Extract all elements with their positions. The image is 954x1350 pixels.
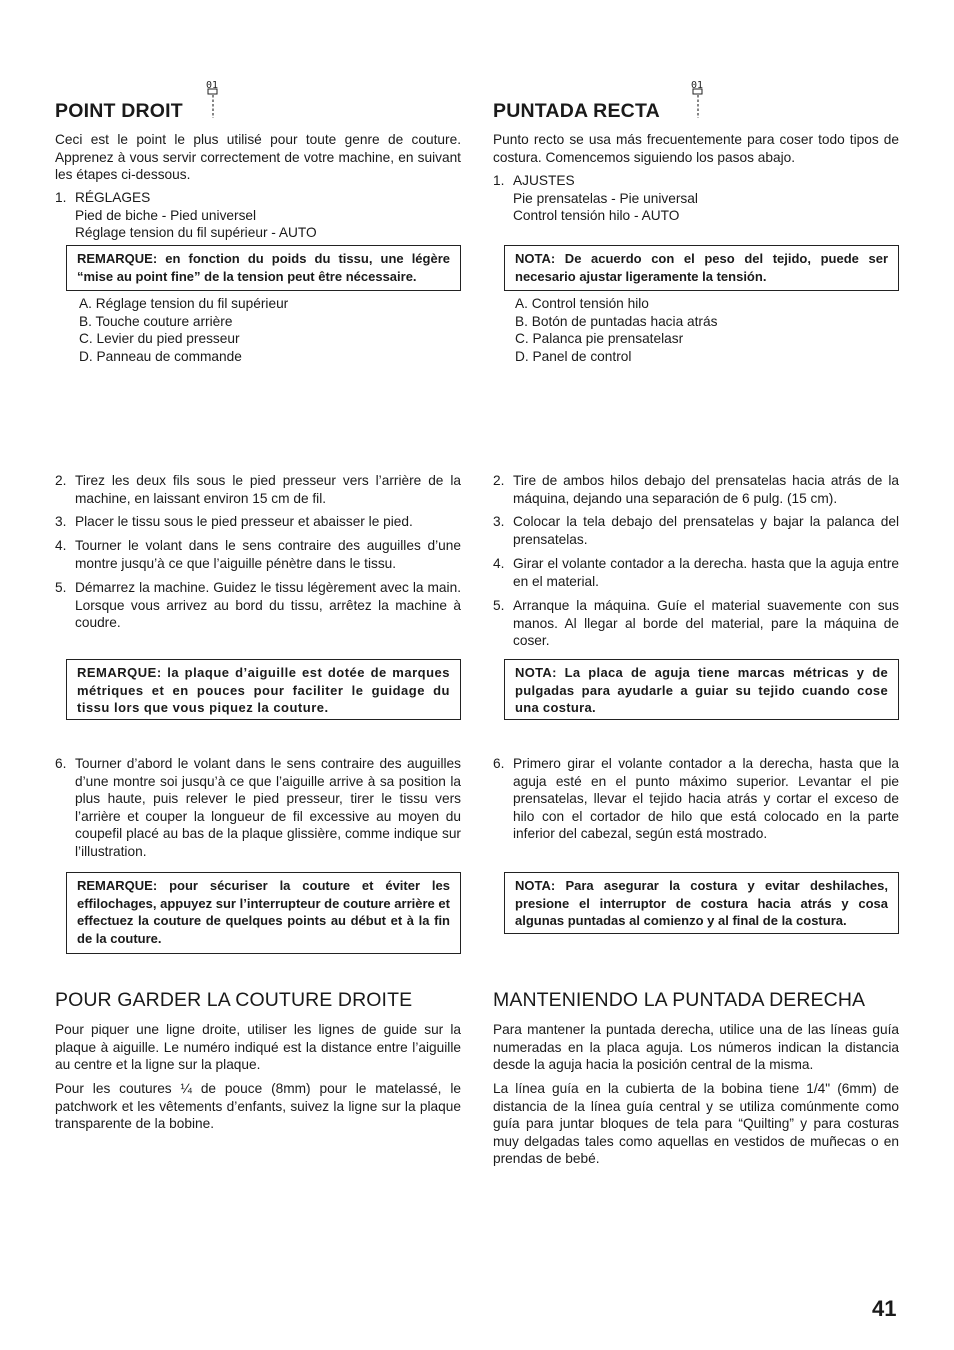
step-6 xyxy=(493,755,899,845)
guide-lines-paragraph: Pour piquer une ligne droite, utiliser les lignes de guide sur la plaque à aiguille. Le numéro indiqué est la distance entre l’aiguille au centre et la ligne sur la plaque. xyxy=(55,1022,461,1073)
section-title-puntada-recta: PUNTADA RECTA xyxy=(493,100,660,122)
step-number: 5. xyxy=(55,580,67,595)
step-text: Girar el volante contador a la derecha. hasta que la aguja entre en el material. xyxy=(513,556,899,589)
step-number: 3. xyxy=(493,514,505,529)
list-item: C. Palanca pie prensatelasr xyxy=(515,331,684,347)
step-3 xyxy=(493,513,899,549)
step-number: 1. xyxy=(493,173,505,188)
step-1-settings xyxy=(493,172,899,226)
step-number: 4. xyxy=(493,556,505,571)
settings-presser-foot: Pie prensatelas - Pie universal xyxy=(513,190,698,206)
settings-tension: Control tensión hilo - AUTO xyxy=(513,208,680,224)
step-text: Primero girar el volante contador a la derecha, hasta que la aguja esté en el punto máximo superior. Levantar el pie prensatelas, llevar el tejido hacia atrás y cortar el exceso de hilo con el cortador de hilo que está colocado en la parte inferior del cabezal, según está mostrado. xyxy=(513,756,899,842)
step-text: Démarrez la machine. Guidez le tissu légèrement avec la main. Lorsque vous arrivez au bord du tissu, arrêtez la machine à coudre. xyxy=(75,580,461,631)
parts-list xyxy=(79,295,288,365)
quarter-inch-paragraph: Pour les coutures ¼ de pouce (8mm) pour le matelassé, le patchwork et les vêtements d’enfants, suivez la ligne sur la plaque transparente de la bobine. xyxy=(55,1081,461,1132)
step-4 xyxy=(55,537,461,573)
step-text: Tire de ambos hilos debajo del prensatelas hacia atrás de la máquina, dejando una separación de 6 pulg. (15 cm). xyxy=(513,473,899,506)
step-number: 6. xyxy=(493,756,505,771)
settings-heading: RÉGLAGES xyxy=(75,190,151,205)
list-item: D. Panneau de commande xyxy=(79,348,242,364)
step-3 xyxy=(55,513,461,531)
step-text: Tourner d’abord le volant dans le sens contraire des auguilles d’une montre soi jusqu’à ce que l’aiguille arrive à sa position la plus haute, puis relever le pied presseur, tirer le tissu vers l’arrière et couper la longueur de fil excessive au moyen du coupefil placé au bas de la plaque glissière, comme indique sur l’illustration. xyxy=(75,756,461,859)
step-2 xyxy=(493,472,899,508)
intro-paragraph: Punto recto se usa más frecuentemente para coser todo tipos de costura. Comencemos siguiendo los pasos abajo. xyxy=(493,132,899,165)
step-number: 2. xyxy=(493,473,505,488)
section-title-keep-straight: MANTENIENDO LA PUNTADA DERECHA xyxy=(493,989,866,1011)
note-box-reverse: NOTA: Para asegurar la costura y evitar deshilaches, presione el interruptor de costura hacia atrás y cosa algunas puntadas al comienzo y al final de la costura. xyxy=(504,872,899,934)
step-2 xyxy=(55,472,461,508)
step-number: 1. xyxy=(55,190,67,205)
step-number: 3. xyxy=(55,514,67,529)
step-number: 2. xyxy=(55,473,67,488)
stitch-number-label: 01 xyxy=(691,80,704,91)
step-6 xyxy=(55,755,461,863)
settings-tension: Réglage tension du fil supérieur - AUTO xyxy=(75,225,317,241)
straight-stitch-icon xyxy=(205,78,221,118)
step-text: Colocar la tela debajo del prensatelas y bajar la palanca del prensatelas. xyxy=(513,514,899,547)
list-item: C. Levier du pied presseur xyxy=(79,331,240,347)
bobbin-guide-paragraph: La línea guía en la cubierta de la bobina tiene 1/4" (6mm) de distancia de la línea guía central y se utiliza comúnmente como guía para juntar bloques de tela para “Quilting” y para costuras muy delgadas tales como aquellas en vestidos de muñecas o en prendas de bebé. xyxy=(493,1081,899,1167)
note-box-tension: NOTA: De acuerdo con el peso del tejido, puede ser necesario ajustar ligeramente la tensión. xyxy=(504,245,899,291)
step-5 xyxy=(55,579,461,633)
page-number: 41 xyxy=(872,1296,897,1321)
note-box-needle-plate: NOTA: La placa de aguja tiene marcas métricas y de pulgadas para ayudarle a guiar su tejido cuando cose una costura. xyxy=(504,659,899,720)
step-number: 5. xyxy=(493,598,505,613)
settings-heading: AJUSTES xyxy=(513,173,575,188)
guide-lines-paragraph: Para mantener la puntada derecha, utilice una de las líneas guía numeradas en la placa aguja. Los números indican la distancia desde la aguja hacia la posición central de la misma. xyxy=(493,1022,899,1073)
list-item: B. Botón de puntadas hacia atrás xyxy=(515,313,718,329)
step-4 xyxy=(493,555,899,591)
step-text: Placer le tissu sous le pied presseur et abaisser le pied. xyxy=(75,514,413,529)
step-number: 6. xyxy=(55,756,67,771)
note-box-reverse: REMARQUE: pour sécuriser la couture et éviter les effilochages, appuyez sur l’interrupteur de couture arrière et effectuez la couture de quelques points au début et à la fin de la couture. xyxy=(66,872,461,954)
intro-paragraph: Ceci est le point le plus utilisé pour toute genre de couture. Apprenez à vous servir correctement de votre machine, en suivant les étapes ci-dessous. xyxy=(55,132,461,183)
step-number: 4. xyxy=(55,538,67,553)
note-box-tension: REMARQUE: en fonction du poids du tissu, une légère “mise au point fine” de la tension peut être nécessaire. xyxy=(66,245,461,291)
list-item: A. Control tensión hilo xyxy=(515,296,649,311)
parts-list xyxy=(515,295,717,365)
list-item: B. Touche couture arrière xyxy=(79,313,233,329)
stitch-number-label: 01 xyxy=(206,80,219,91)
step-text: Arranque la máquina. Guíe el material suavemente con sus manos. Al llegar al borde del material, pare la máquina de coser. xyxy=(513,598,899,649)
list-item: D. Panel de control xyxy=(515,348,632,364)
step-text: Tirez les deux fils sous le pied presseur vers l’arrière de la machine, en laissant environ 15 cm de fil. xyxy=(75,473,461,506)
straight-stitch-icon xyxy=(690,78,706,118)
spanish-column xyxy=(493,0,899,1350)
step-5 xyxy=(493,597,899,651)
note-box-needle-plate: REMARQUE: la plaque d’aiguille est dotée de marques métriques et en pouces pour faciliter le guidage du tissu lors que vous piquez la couture. xyxy=(66,659,461,720)
french-column xyxy=(55,0,461,1350)
list-item: A. Réglage tension du fil supérieur xyxy=(79,296,289,311)
section-title-point-droit: POINT DROIT xyxy=(55,100,183,122)
step-text: Tourner le volant dans le sens contraire des auguilles d’une montre jusqu’à ce que l’aiguille pénètre dans le tissu. xyxy=(75,538,461,571)
settings-presser-foot: Pied de biche - Pied universel xyxy=(75,207,257,223)
section-title-keep-straight: POUR GARDER LA COUTURE DROITE xyxy=(55,989,413,1011)
step-1-settings xyxy=(55,189,461,243)
